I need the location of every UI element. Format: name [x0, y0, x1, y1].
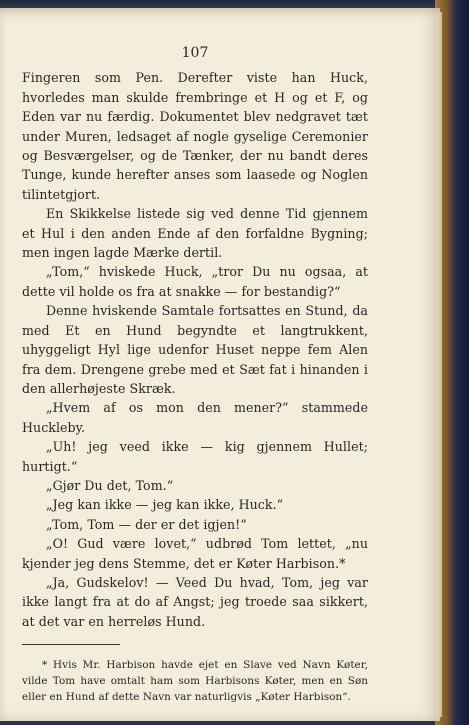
paragraph: Fingeren som Pen. Derefter viste han Huck, hvorledes man skulde frembringe et H og et F, og Eden var nu færdig. Dokumentet blev nedgravet tæt under Muren, ledsaget af nogle gyselige Ceremonier og Besværgelser, og de Tænker, der nu bandt deres Tunge, kunde herefter anses som laasede og Noglen tilintetgjort. [22, 70, 368, 202]
footnote-divider [22, 644, 120, 645]
dialogue-line: „O! Gud være lovet,“ udbrød Tom lettet, „nu kjender jeg dens Stemme, det er Køter Harbison.* [22, 536, 368, 571]
page-content [22, 44, 368, 705]
dialogue-line: „Gjør Du det, Tom.“ [46, 477, 174, 493]
page-number: 107 [181, 45, 209, 61]
dialogue-line: „Jeg kan ikke — jeg kan ikke, Huck.“ [46, 497, 284, 513]
dialogue-line: „Ja, Gudskelov! — Veed Du hvad, Tom, jeg var ikke langt fra at do af Angst; jeg troede saa sikkert, at det var en herreløs Hund. [22, 574, 368, 629]
footnote: * Hvis Mr. Harbison havde ejet en Slave ved Navn Køter, vilde Tom have omtalt ham som Harbisons Køter, men en Søn eller en Hund af dette Navn var naturligvis „Køter Harbison“. [22, 659, 368, 704]
paragraph: En Skikkelse listede sig ved denne Tid gjennem et Hul i den anden Ende af den forfaldne Bygning; men ingen lagde Mærke dertil. [22, 206, 368, 261]
paragraph: „Tom,“ hviskede Huck, „tror Du nu ogsaa, at dette vil holde os fra at snakke — for bestandig?“ [22, 264, 368, 299]
page-edge [437, 12, 442, 717]
dialogue-line: „Hvem af os mon den mener?“ stammede Huckleby. [22, 400, 368, 435]
paragraph: Denne hviskende Samtale fortsattes en Stund, da med Et en Hund begyndte et langtrukkent, uhyggeligt Hyl lige udenfor Huset neppe fem Alen fra dem. Drengene grebe med et Sæt fat i hinanden i den allerhøjeste Skræk. [22, 303, 368, 396]
dialogue-line: „Tom, Tom — der er det igjen!“ [46, 516, 247, 532]
dialogue-line: „Uh! jeg veed ikke — kig gjennem Hullet; hurtigt.“ [22, 439, 368, 474]
